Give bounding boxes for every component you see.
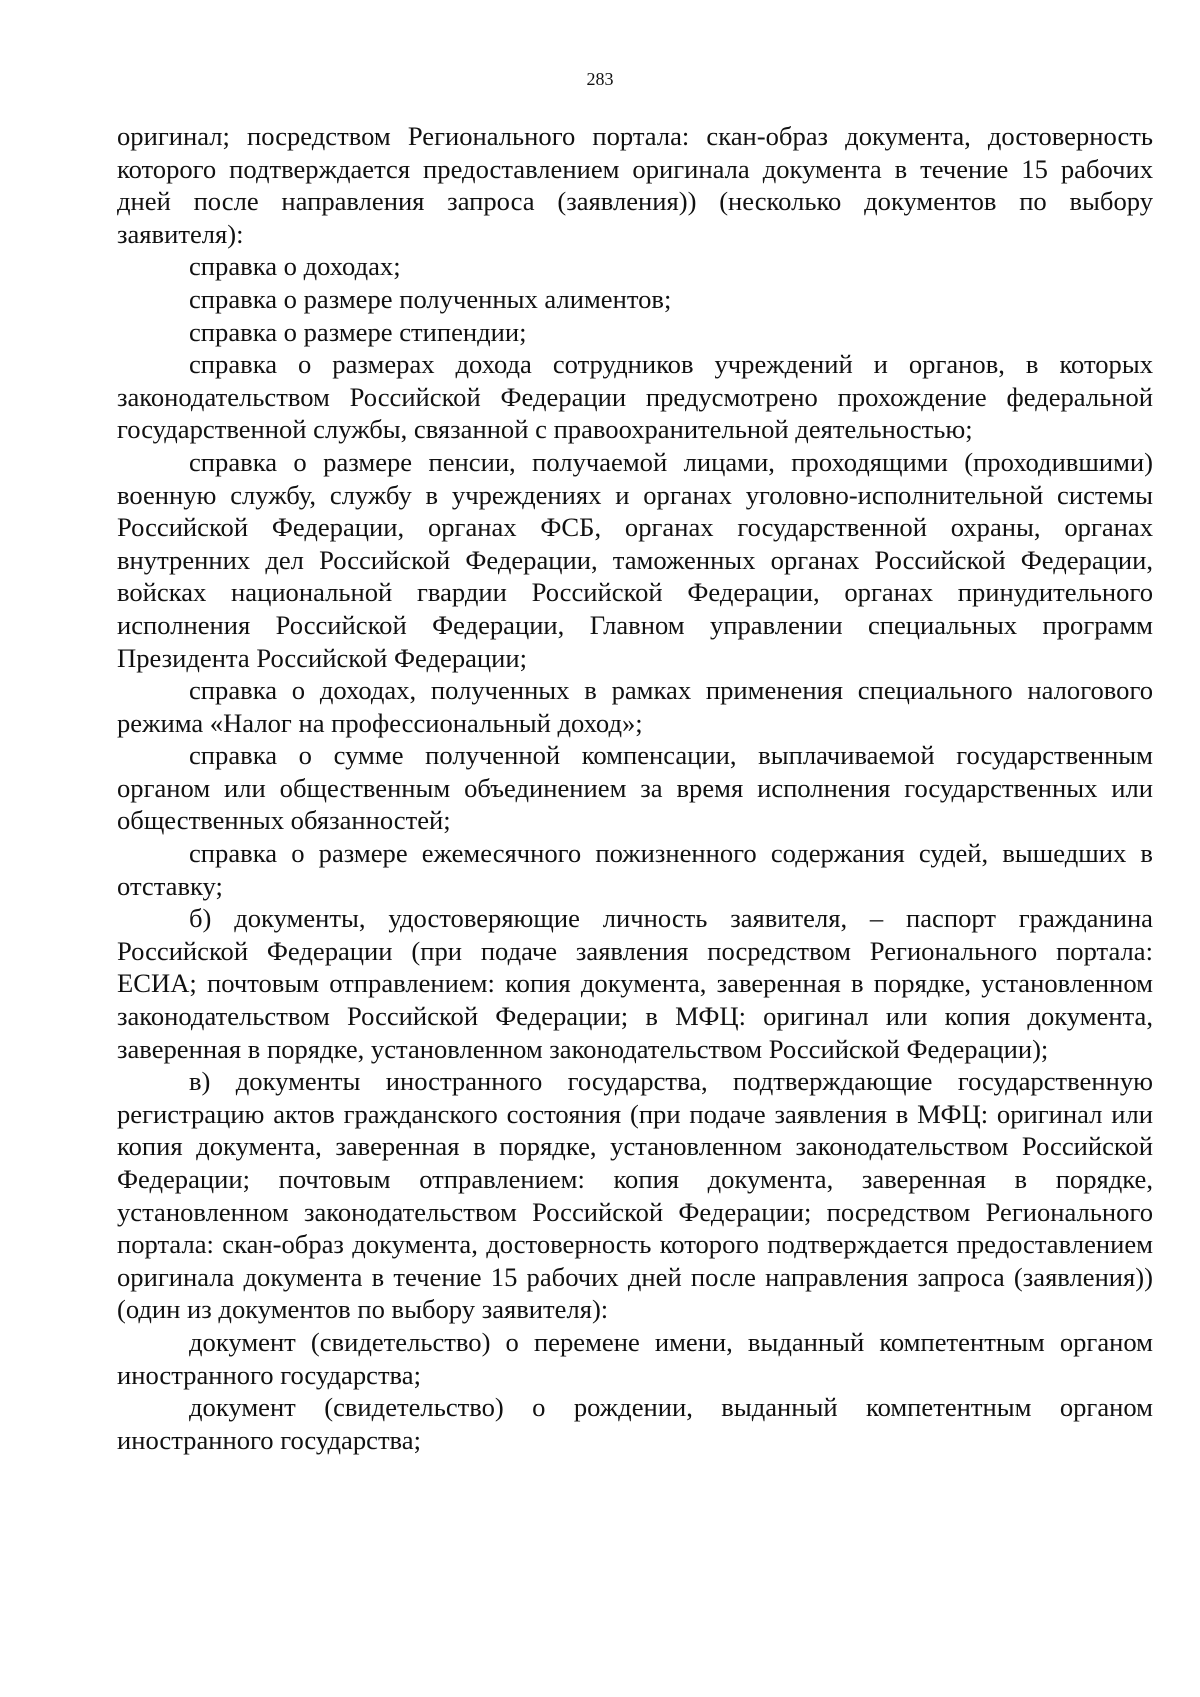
paragraph: справка о размерах дохода сотрудников учреждений и органов, в которых законодательством Российской Федерации предусмотрено прохождение федеральной государственной службы, связанной с правоохранительной деятельностью; [117, 349, 1153, 445]
paragraph: документ (свидетельство) о перемене имени, выданный компетентным органом иностранного государства; [117, 1326, 1153, 1390]
paragraph: оригинал; посредством Регионального портала: скан-образ документа, достоверность которого подтверждается предоставлением оригинала документа в течение 15 рабочих дней после направления запроса (заявления)) (несколько документов по выбору заявителя): [117, 121, 1153, 249]
paragraph: справка о доходах; [189, 251, 401, 282]
paragraph: справка о размере стипендии; [189, 316, 527, 347]
document-body [117, 120, 1153, 1456]
paragraph: в) документы иностранного государства, подтверждающие государственную регистрацию актов гражданского состояния (при подаче заявления в МФЦ: оригинал или копия документа, заверенная в порядке, установленном законодательством Российской Федерации; почтовым отправлением: копия документа, заверенная в порядке, установленном законодательством Российской Федерации; посредством Регионального портала: скан-образ документа, достоверность которого подтверждается предоставлением оригинала документа в течение 15 рабочих дней после направления запроса (заявления)) (один из документов по выбору заявителя): [117, 1066, 1153, 1325]
page-number: 283 [586, 69, 614, 89]
paragraph: справка о сумме полученной компенсации, выплачиваемой государственным органом или общественным объединением за время исполнения государственных или общественных обязанностей; [117, 740, 1153, 836]
paragraph: справка о размере пенсии, получаемой лицами, проходящими (проходившими) военную службу, службу в учреждениях и органах уголовно-исполнительной системы Российской Федерации, органах ФСБ, органах государственной охраны, органах внутренних дел Российской Федерации, таможенных органах Российской Федерации, войсках национальной гвардии Российской Федерации, органах принудительного исполнения Российской Федерации, Главном управлении специальных программ Президента Российской Федерации; [117, 446, 1153, 673]
paragraph: справка о доходах, полученных в рамках применения специального налогового режима «Налог на профессиональный доход»; [117, 675, 1153, 738]
paragraph: документ (свидетельство) о рождении, выданный компетентным органом иностранного государства; [117, 1392, 1153, 1455]
paragraph: справка о размере полученных алиментов; [189, 283, 672, 314]
paragraph: б) документы, удостоверяющие личность заявителя, – паспорт гражданина Российской Федерации (при подаче заявления посредством Регионального портала: ЕСИА; почтовым отправлением: копия документа, заверенная в порядке, установленном законодательством Российской Федерации; в МФЦ: оригинал или копия документа, заверенная в порядке, установленном законодательством Российской Федерации); [117, 903, 1153, 1064]
paragraph: справка о размере ежемесячного пожизненного содержания судей, вышедших в отставку; [117, 838, 1153, 901]
